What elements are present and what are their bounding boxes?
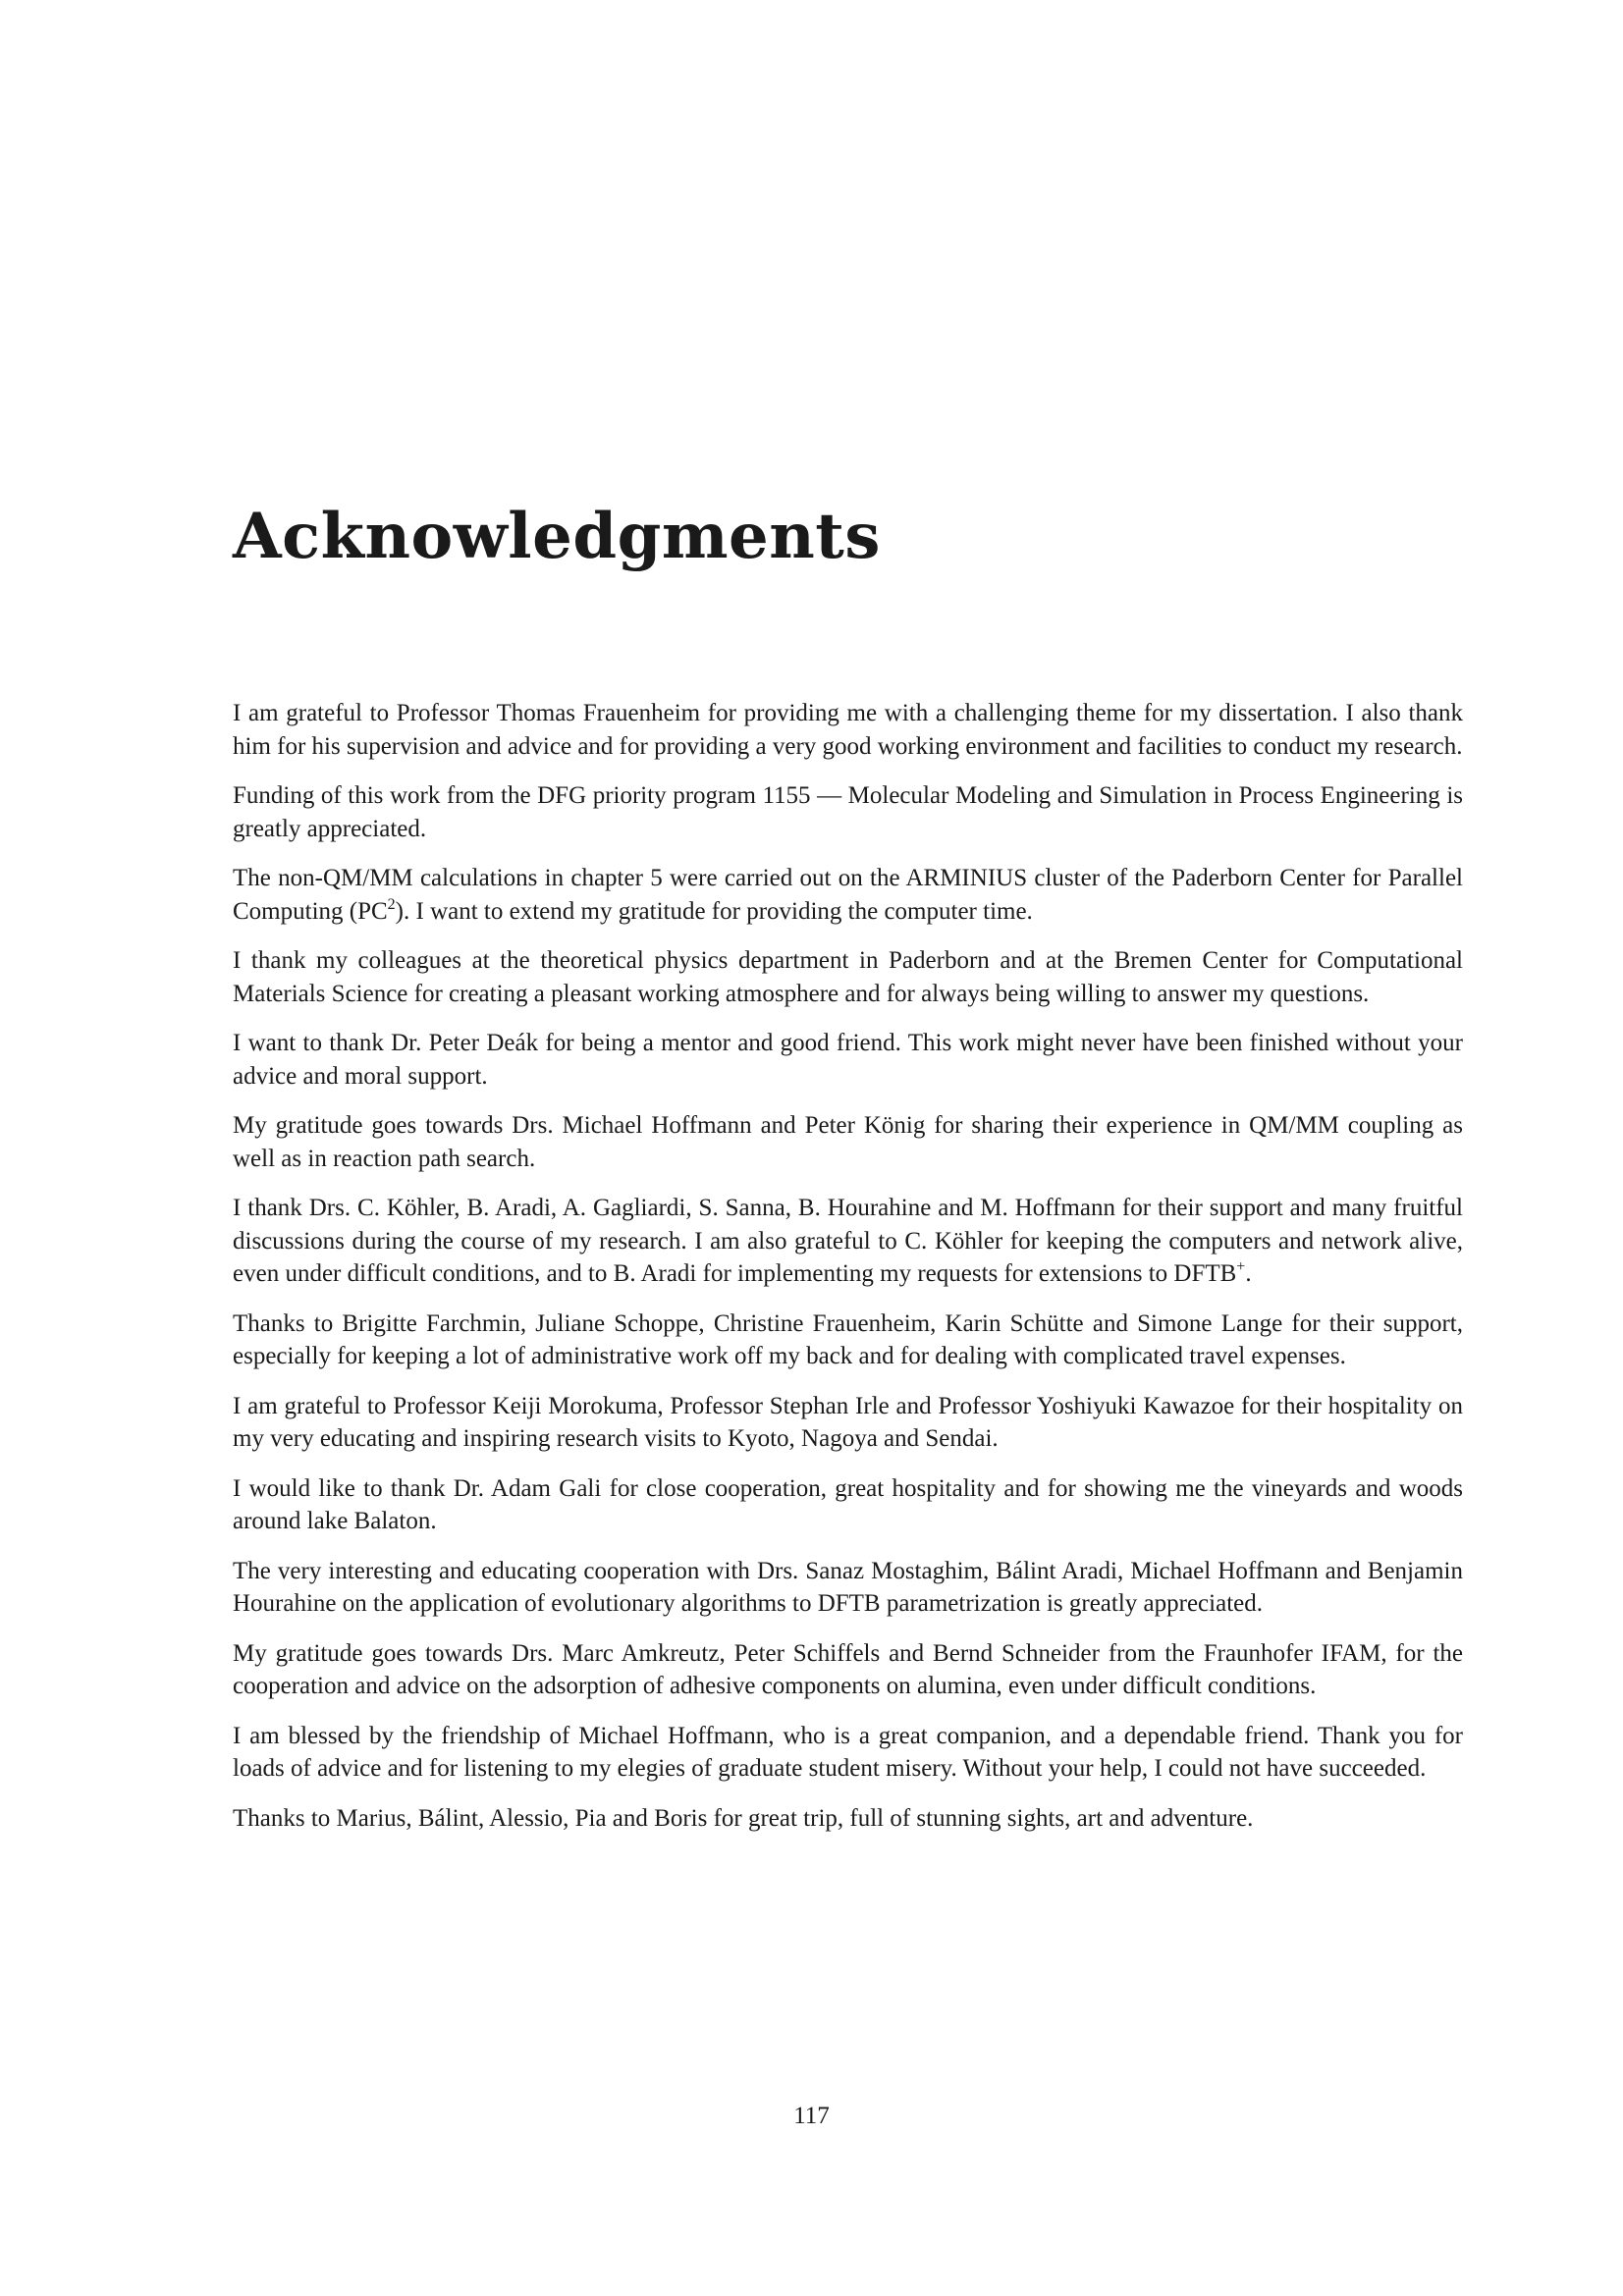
paragraph: Thanks to Brigitte Farchmin, Juliane Schoppe, Christine Frauenheim, Karin Schütte and Simone Lange for their support, especially for keeping a lot of administrative work off my back and for dealing with complicated travel expenses. [233, 1309, 1463, 1369]
paragraph-text: The non-QM/MM calculations in chapter 5 were carried out on the ARMINIUS cluster of the Paderborn Center for Parallel Computing (PC [233, 865, 1463, 925]
paragraph-text: I thank Drs. C. Köhler, B. Aradi, A. Gagliardi, S. Sanna, B. Hourahine and M. Hoffmann for their support and many fruitful discussions during the course of my research. I am also grateful to C. Köhler for keeping the computers and network alive, even under difficult conditions, and to B. Aradi for implementing my requests for extensions to DFTB [233, 1195, 1463, 1287]
paragraph: Funding of this work from the DFG priority program 1155 — Molecular Modeling and Simulation in Process Engineering is greatly appreciated. [233, 782, 1463, 842]
superscript: + [1236, 1258, 1246, 1275]
paragraph: The very interesting and educating cooperation with Drs. Sanaz Mostaghim, Bálint Aradi, Michael Hoffmann and Benjamin Hourahine on the application of evolutionary algorithms to DFTB parametrization is greatly appreciated. [233, 1557, 1463, 1617]
paragraph-text: . [1245, 1260, 1252, 1287]
acknowledgments-body [233, 697, 1463, 1851]
paragraph: My gratitude goes towards Drs. Michael Hoffmann and Peter König for sharing their experience in QM/MM coupling as well as in reaction path search. [233, 1112, 1463, 1172]
paragraph: I want to thank Dr. Peter Deák for being a mentor and good friend. This work might never have been finished without your advice and moral support. [233, 1030, 1463, 1090]
page-number: 117 [793, 2103, 830, 2129]
paragraph: I would like to thank Dr. Adam Gali for close cooperation, great hospitality and for showing me the vineyards and woods around lake Balaton. [233, 1474, 1463, 1534]
page-title: Acknowledgments [233, 500, 881, 573]
superscript: 2 [387, 895, 396, 913]
paragraph-text: ). I want to extend my gratitude for providing the computer time. [395, 897, 1033, 925]
paragraph [233, 1192, 1463, 1291]
paragraph: My gratitude goes towards Drs. Marc Amkreutz, Peter Schiffels and Bernd Schneider from the Fraunhofer IFAM, for the cooperation and advice on the adsorption of adhesive components on alumina, even under difficult conditions. [233, 1639, 1463, 1699]
paragraph: I am grateful to Professor Thomas Frauenheim for providing me with a challenging theme for my dissertation. I also thank him for his supervision and advice and for providing a very good working environment and facilities to conduct my research. [233, 700, 1463, 760]
paragraph: I thank my colleagues at the theoretical physics department in Paderborn and at the Bremen Center for Computational Materials Science for creating a pleasant working atmosphere and for always being willing to answer my questions. [233, 947, 1463, 1007]
paragraph [233, 862, 1463, 928]
paragraph: I am blessed by the friendship of Michael Hoffmann, who is a great companion, and a dependable friend. Thank you for loads of advice and for listening to my elegies of graduate student misery. Without your help, I could not have succeeded. [233, 1722, 1463, 1782]
paragraph: I am grateful to Professor Keiji Morokuma, Professor Stephan Irle and Professor Yoshiyuki Kawazoe for their hospitality on my very educating and inspiring research visits to Kyoto, Nagoya and Sendai. [233, 1392, 1463, 1452]
paragraph: Thanks to Marius, Bálint, Alessio, Pia and Boris for great trip, full of stunning sights, art and adventure. [233, 1804, 1254, 1832]
